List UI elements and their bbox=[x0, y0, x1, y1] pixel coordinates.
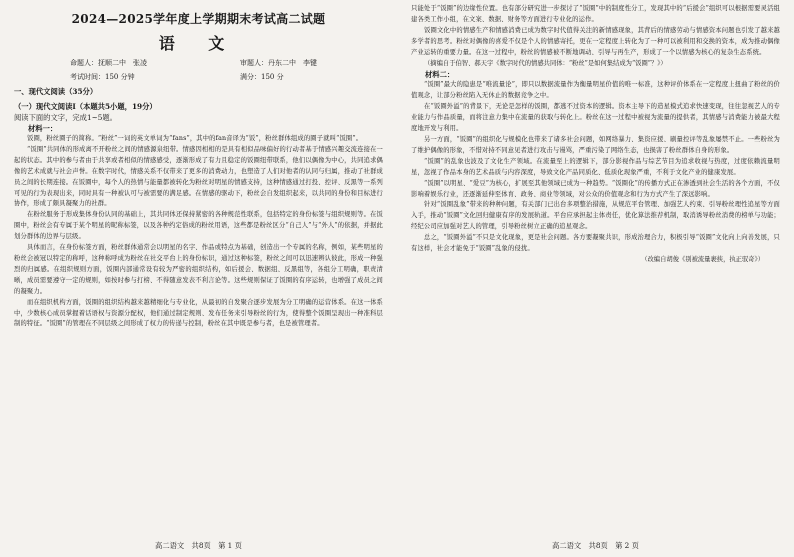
section-heading: 一、现代文阅读（35分） bbox=[14, 87, 98, 96]
subject-title: 语 文 bbox=[158, 34, 239, 53]
paragraph: 针对“饭圈乱象”带来的种种问题，有关部门已出台多项整治措施，从规范平台管理、加强艺人约束、引导粉丝理性追星等方面入手，推动“饭圈”文化回归健康有序的发展轨道。平台应承担起主体责任，优化算法推荐机制，取消诱导粉丝消费的榜单与功能；经纪公司应加强对艺人的管理，引导粉丝树立正确的追星观念。 bbox=[411, 201, 780, 231]
page-footer: 高二语文 共8页 第 2 页 bbox=[552, 541, 639, 550]
setter: 命题人：抚顺二中 张凌 bbox=[70, 59, 147, 67]
subsection-heading: （一）现代文阅读Ⅰ（本题共5小题，19分） bbox=[14, 102, 157, 111]
exam-meta-row-1 bbox=[14, 58, 383, 68]
paragraph-continued: 只能处于“饭圈”的边缘性位置。也有部分研究进一步探讨了“饭圈”中的制度性分工，发现其中的“后援会”组织可以根据需要灵活组建各类工作小组，在文案、数据、财务等方面进行专业化的运作。 bbox=[411, 5, 780, 23]
paragraph: 总之，“饭圈外溢”不只是文化现象，更是社会问题。各方要凝聚共识，形成治理合力，积极引导“饭圈”文化向上向善发展，只有这样，社会才能免于“饭圈”乱象的侵扰。 bbox=[411, 234, 780, 253]
citation: （摘编自于伯智、郝天宇《数字时代的情感共同体：“粉丝”是如何集结成为“饭圈”？》） bbox=[424, 59, 667, 67]
exam-title: 2024—2025学年度上学期期末考试高二试题 bbox=[71, 12, 326, 26]
paragraph: “饭圈”最大的隐患是“唯流量论”，即只以数据流量作为衡量明星价值的唯一标准，这种评价体系在一定程度上扭曲了粉丝的价值观念，让部分粉丝陷入无休止的数据竞争之中。 bbox=[411, 81, 780, 100]
page-footer: 高二语文 共8页 第 1 页 bbox=[155, 541, 242, 550]
paragraph: “饭圈”的乱象也波及了文化生产领域。在流量至上的逻辑下，部分影视作品与综艺节目为追求收视与热度，过度依赖流量明星，忽视了作品本身的艺术品质与内容深度，导致文化产品同质化、低质化现象严重，不利于文化产业的健康发展。 bbox=[411, 157, 780, 176]
paragraph: 另一方面，“饭圈”的组织化与规模化也带来了诸多社会问题，如网络暴力、集资应援、刷量控评等乱象屡禁不止。一些粉丝为了维护偶像的形象，不惜对持不同意见者进行攻击与谩骂，严重污染了网络生态，也损害了粉丝群体自身的形象。 bbox=[411, 135, 780, 154]
exam-time: 考试时间：150 分钟 bbox=[70, 73, 135, 81]
exam-meta-row-2 bbox=[14, 72, 383, 82]
paragraph: 饭圈，粉丝圈子的简称。“粉丝”一词的英文单词为“fans”，其中的fan音译为“饭”，粉丝群体组成的圈子就叫“饭圈”。 bbox=[27, 135, 363, 142]
paragraph: 饭圈文化中的情感生产和情感消费已成为数字时代值得关注的新情感现象，其背后的情感劳动与情感资本问题也引发了越来越多学者的思考。粉丝对偶像的喜爱不仅是个人的情感寄托，更在一定程度上转化为了一种可以被利用和交换的资本，成为推动偶像产业运转的重要力量。在这一过程中，粉丝的情感被不断地调动、引导与再生产，形成了一个以情感为核心的复杂生态系统。 bbox=[411, 26, 780, 56]
exam-page-2 bbox=[397, 0, 794, 557]
source-signature: （改编自胡俊《别被流量裹挟，执正驭奇》） bbox=[641, 255, 764, 263]
paragraph: “饭圈”共同体的形成离不开粉丝之间的情感源泉纽带。情感因相相的是具有相似品味偏好的行动者基于情感兴趣交流连接在一起的状态。其中的参与者由于共享或者相似的情感感受，逐渐形成了有力且稳定的饭圈纽带联系，他们以偶像为中心，共同追求偶像的艺术成就与社会声誉。在数字时代，情感关系不仅带来了更多的消费动力，也塑造了人们对他者的认同与归属，推动了社群成员之间的长期连接。在饭圈中，每个人的热情与能量都被转化为粉丝对明星的情感支持，这种情感通过打投、控评、反黑等一系列可见的行为表现出来，同时具有一种被认可与被需要的满足感。在情感的驱动下，粉丝会自发组织起来，以共同的身份和目标进行协作，形成了颇具凝聚力的社群。 bbox=[14, 145, 383, 208]
paragraph: “饭圈”以明星、“爱豆”为核心，扩展至其他领域已成为一种趋势。“饭圈化”的传播方式正在渗透到社会生活的各个方面，不仅影响着娱乐行业，还逐渐延伸至体育、政务、商业等领域，对公众的价值观念和行为方式产生了深远影响。 bbox=[411, 179, 780, 198]
material-2-label: 材料二： bbox=[425, 70, 455, 80]
instruction: 阅读下面的文字，完成1~5题。 bbox=[14, 113, 117, 122]
reviewer: 审题人：丹东二中 李键 bbox=[240, 59, 317, 67]
paragraph: 具体而言，在身份标签方面，粉丝群体通常会以明星的名字、作品或特点为基础，创造出一个专属的名称，例如，某些明星的粉丝会被冠以特定的称呼，这种称呼成为粉丝在社交平台上的身份标识，通过这种标签，粉丝之间可以迅速辨认彼此，形成一种强烈的归属感。在组织规则方面，饭圈内部通常设有较为严密的组织结构，如后援会、数据组、反黑组等，各组分工明确，职责清晰，成员需要遵守一定的规则，如按时参与打榜、不得随意发表不利言论等。这些规则保证了饭圈的有序运转，也增强了成员之间的凝聚力。 bbox=[14, 244, 383, 295]
full-score: 满分：150 分 bbox=[240, 73, 284, 81]
paragraph: 在粉丝服务于形成集体身份认同的基础上，其共同体还保持紧密的各种规范性联系，包括特定的身份标签与组织规则等。在饭圈中，粉丝会有专属于某个明星的昵称标签，以及各种约定俗成的粉丝用语，这些都是粉丝区分“自己人”与“外人”的依据，并据此划分群体的边界与层级。 bbox=[14, 211, 383, 241]
material-1-label: 材料一： bbox=[28, 124, 58, 133]
paragraph: 在“饭圈外溢”的背景下，无论是怎样的饭圈，都逃不过资本的逻辑。资本主导下的造星模式追求快速变现，往往忽视艺人的专业能力与作品质量，而将注意力集中在流量的获取与转化上。粉丝在这一过程中被视为流量的提供者，其情感与消费能力被最大程度地开发与利用。 bbox=[411, 103, 780, 133]
paragraph: 而在组织机构方面，饭圈的组织结构越来越精细化与专业化，从最初的自发聚合逐步发展为分工明确的运营体系。在这一体系中，少数核心成员掌握着话语权与资源分配权，他们通过制定规则、发布任务来引导粉丝的行为，使得整个饭圈呈现出一种准科层制的特征。“饭圈”的管理在不同层级之间形成了权力的传递与控制，粉丝在其中既是参与者，也是被管理者。 bbox=[14, 298, 383, 328]
